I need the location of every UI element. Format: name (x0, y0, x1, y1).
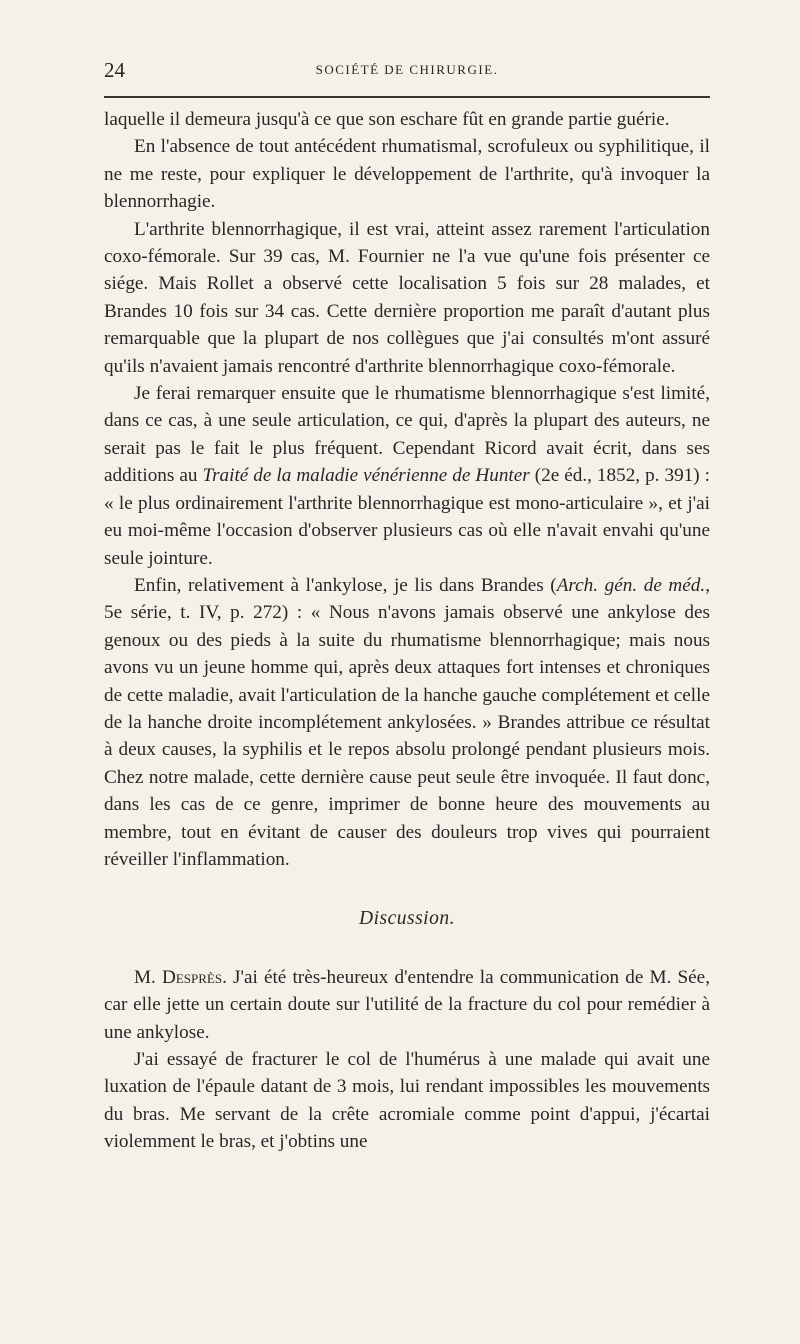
p4-title-italic: Traité de la maladie vénérienne de Hunter (202, 465, 530, 487)
p5-journal-italic: Arch. gén. de méd. (556, 574, 706, 596)
paragraph-rhumatisme (104, 380, 710, 572)
body-text (104, 106, 710, 1156)
paragraph-ankylose (104, 572, 710, 873)
page-header (104, 58, 710, 86)
paragraph-continued: laquelle il demeura jusqu'à ce que son eschare fût en grande partie guérie. (104, 109, 670, 130)
despres-text: J'ai été très-heureux d'entendre la communication de M. Sée, car elle jette un certain doute sur l'utilité de la fracture du col pour remédier à une ankylose. (104, 966, 710, 1043)
p4-text-a: Je ferai remarquer ensuite que le rhumatisme blennorrhagique s'est limité, dans ce cas, à une seule articulation, ce qui, d'après la plupart des auteurs, ne serait pas le fait le plus fréquent. Cependant Ricord avait écrit, dans ses additions au (104, 383, 710, 487)
paragraph-coxo-femorale: L'arthrite blennorrhagique, il est vrai, atteint assez rarement l'articulation coxo-fémorale. Sur 39 cas, M. Fournier ne l'a vue qu'une fois présenter ce siége. Mais Rollet a observé cette localisation 5 fois sur 28 malades, et Brandes 10 fois sur 34 cas. Cette dernière proportion me paraît d'autant plus remarquable que la plupart de nos collègues que j'ai consultés m'ont assuré qu'ils n'avaient jamais rencontré d'arthrite blennorrhagique coxo-fémorale. (104, 218, 710, 377)
discussion-heading: Discussion. (359, 908, 455, 930)
paragraph-humerus: J'ai essayé de fracturer le col de l'humérus à une malade qui avait une luxation de l'épaule datant de 3 mois, lui rendant impossibles les mouvements du bras. Me servant de la crête acromiale comme point d'appui, j'écartai violemment le bras, et j'obtins une (104, 1049, 710, 1153)
paragraph-antecedents: En l'absence de tout antécédent rhumatismal, scrofuleux ou syphilitique, il ne me reste, pour expliquer le développement de l'arthrite, qu'à invoquer la blennorrhagie. (104, 136, 710, 213)
paragraph-despres (104, 964, 710, 1046)
p4-text-c: (2e éd., 1852, p. 391) : « le plus ordinairement l'arthrite blennorrhagique est mono-articulaire », et j'ai eu moi-même l'occasion d'observer plusieurs cas où elle n'avait envahi qu'une seule jointure. (104, 465, 710, 569)
running-head: SOCIÉTÉ DE CHIRURGIE. (315, 62, 499, 77)
page-number: 24 (104, 58, 125, 82)
speaker-name: M. Desprès. (134, 966, 227, 988)
p5-text-c: , 5e série, t. IV, p. 272) : « Nous n'avons jamais observé une ankylose des genoux ou des pieds à la suite du rhumatisme blennorrhagique; mais nous avons vu un jeune homme qui, après deux attaques fort intenses et chroniques de cette maladie, avait l'articulation de la hanche gauche complétement et celle de la hanche droite incomplétement ankylosées. » Brandes attribue ce résultat à deux causes, la syphilis et le repos absolu prolongé pendant plusieurs mois. Chez notre malade, cette dernière cause peut seule être invoquée. Il faut donc, dans les cas de ce genre, imprimer de bonne heure des mouvements au membre, tout en évitant de causer des douleurs trop vives qui pourraient réveiller l'inflammation. (104, 574, 710, 870)
p5-text-a: Enfin, relativement à l'ankylose, je lis dans Brandes ( (134, 574, 557, 596)
header-rule (104, 96, 710, 98)
